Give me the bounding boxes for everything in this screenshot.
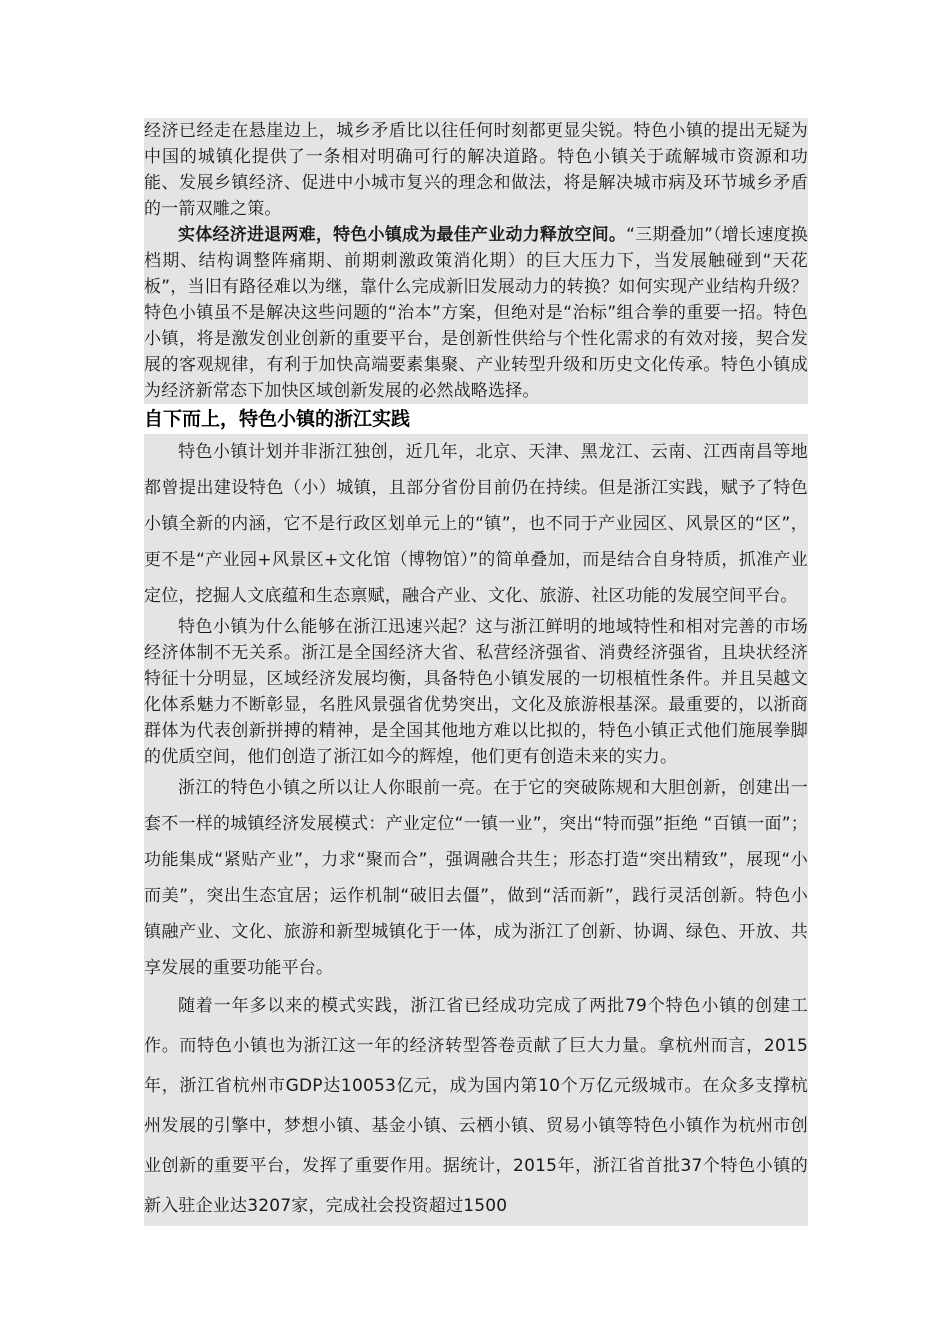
document-page — [144, 118, 808, 1226]
section-heading: 自下而上，特色小镇的浙江实践 — [144, 408, 411, 430]
paragraph — [144, 222, 808, 404]
paragraph-body: “三期叠加”（增长速度换档期、结构调整阵痛期、前期刺激政策消化期）的巨大压力下，当发展触碰到“天花板”，当旧有路径难以为继，靠什么完成新旧发展动力的转换？如何实现产业结构升级？特色小镇虽不是解决这些问题的“治本”方案，但绝对是“治标”组合拳的重要一招。特色小镇，将是激发创业创新的重要平台，是创新性供给与个性化需求的有效对接，契合发展的客观规律，有利于加快高端要素集聚、产业转型升级和历史文化传承。特色小镇成为经济新常态下加快区域创新发展的必然战略选择。 — [144, 225, 809, 401]
paragraph: 特色小镇计划并非浙江独创，近几年，北京、天津、黑龙江、云南、江西南昌等地都曾提出建设特色（小）城镇，且部分省份目前仍在持续。但是浙江实践，赋予了特色小镇全新的内涵，它不是行政区划单元上的“镇”，也不同于产业园区、风景区的“区”，更不是“产业园+风景区+文化馆（博物馆）”的简单叠加，而是结合自身特质，抓准产业定位，挖掘人文底蕴和生态禀赋，融合产业、文化、旅游、社区功能的发展空间平台。 — [144, 442, 808, 606]
bold-lead-sentence: 实体经济进退两难，特色小镇成为最佳产业动力释放空间。 — [178, 225, 627, 245]
shaded-block-1 — [144, 118, 808, 404]
paragraph: 浙江的特色小镇之所以让人你眼前一亮。在于它的突破陈规和大胆创新，创建出一套不一样的城镇经济发展模式：产业定位“一镇一业”，突出“特而强”拒绝 “百镇一面”；功能集成“紧贴产业”，力求“聚而合”，强调融合共生；形态打造“突出精致”，展现“小而美”，突出生态宜居；运作机制“破旧去僵”，做到“活而新”，践行灵活创新。特色小镇融产业、文化、旅游和新型城镇化于一体，成为浙江了创新、协调、绿色、开放、共享发展的重要功能平台。 — [144, 778, 808, 978]
paragraph: 经济已经走在悬崖边上，城乡矛盾比以往任何时刻都更显尖锐。特色小镇的提出无疑为中国的城镇化提供了一条相对明确可行的解决道路。特色小镇关于疏解城市资源和功能、发展乡镇经济、促进中小城市复兴的理念和做法，将是解决城市病及环节城乡矛盾的一箭双雕之策。 — [144, 121, 808, 219]
shaded-block-2 — [144, 434, 808, 1226]
paragraph: 随着一年多以来的模式实践，浙江省已经成功完成了两批79个特色小镇的创建工作。而特色小镇也为浙江这一年的经济转型答卷贡献了巨大力量。拿杭州而言，2015年，浙江省杭州市GDP达10053亿元，成为国内第10个万亿元级城市。在众多支撑杭州发展的引擎中，梦想小镇、基金小镇、云栖小镇、贸易小镇等特色小镇作为杭州市创业创新的重要平台，发挥了重要作用。据统计，2015年，浙江省首批37个特色小镇的新入驻企业达3207家，完成社会投资超过1500 — [144, 996, 808, 1216]
paragraph: 特色小镇为什么能够在浙江迅速兴起？这与浙江鲜明的地域特性和相对完善的市场经济体制不无关系。浙江是全国经济大省、私营经济强省、消费经济强省，且块状经济特征十分明显，区域经济发展均衡，具备特色小镇发展的一切根植性条件。并且吴越文化体系魅力不断彰显，名胜风景强省优势突出，文化及旅游根基深。最重要的，以浙商群体为代表创新拼搏的精神，是全国其他地方难以比拟的，特色小镇正式他们施展拳脚的优质空间，他们创造了浙江如今的辉煌，他们更有创造未来的实力。 — [144, 617, 808, 767]
